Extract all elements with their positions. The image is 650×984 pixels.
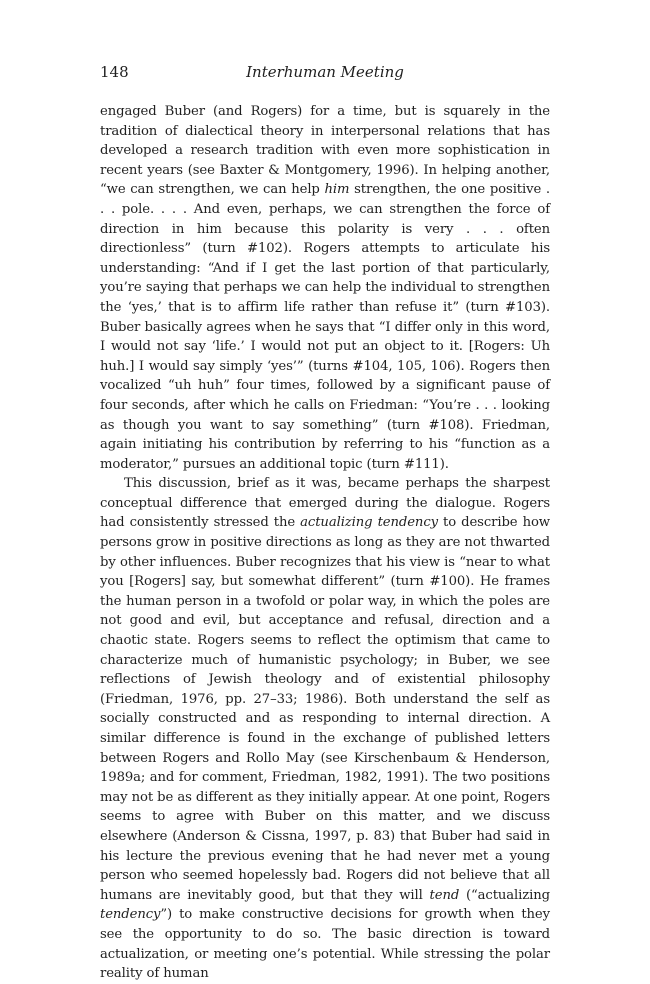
text-run: to describe how persons grow in positive directions as long as they are not thwarted by other influences. Buber recognizes that his view is “near to what you [Rogers] say, but somewhat different” (turn #100). He frames the human person in a twofold or polar way, in which the poles are not good and evil, but acceptance and refusal, direction and a chaotic state. Rogers seems to reflect the optimism that came to characterize much of humanistic psychology; in Buber, we see reflections of Jewish theology and of existential philosophy (Friedman, 1976, pp. 27–33; 1986). Both understand the self as socially constructed and as responding to internal direction. A similar difference is found in the exchange of published letters between Rogers and Rollo May (see Kirschenbaum & Henderson, 1989a; and for comment, Friedman, 1982, 1991). The two positions may not be as different as they initially appear. At one point, Rogers seems to agree with Buber on this matter, and we discuss elsewhere (Anderson & Cissna, 1997, p. 83) that Buber had said in his lecture the previous evening that he had never met a young person who seemed hopelessly bad. Rogers did not believe that all humans are inevitably good, but that they will	[100, 515, 550, 903]
running-head	[100, 62, 550, 82]
emphasis-tendency: tendency	[100, 907, 161, 923]
paragraph-discussion	[100, 474, 550, 983]
text-run: strengthen, the one positive . . . pole. . . . And even, perhaps, we can strengthen the force of direction in him because this polarity is very . . . often directionless” (turn #102). Rogers attempts to articulate his understanding: “And if I get the last portion of that particularly, you’re saying that perhaps we can help the individual to strengthen the ‘yes,’ that is to affirm life rather than refuse it” (turn #103). Buber basically agrees when he says that “I differ only in this word, I would not say ‘life.’ I would not put an object to it. [Rogers: Uh huh.] I would say simply ‘yes’” (turns #104, 105, 106). Rogers then vocalized “uh huh” four times, followed by a significant pause of four seconds, after which he calls on Friedman: “You’re . . . looking as though you want to say something” (turn #108). Friedman, again initiating his contribution by referring to his “function as a moderator,” pursues an additional topic (turn #111).	[100, 182, 550, 472]
emphasis-tend: tend	[429, 887, 460, 903]
running-title: Interhuman Meeting	[246, 63, 404, 81]
text-run: This discussion, brief as it was, became perhaps the sharpest conceptual difference that emerged during the dialogue. Rogers had consistently stressed the	[100, 476, 550, 531]
emphasis-him: him	[324, 182, 350, 198]
body-text	[100, 102, 550, 984]
page-number: 148	[100, 63, 129, 81]
paragraph-continuation	[100, 102, 550, 474]
emphasis-actualizing-tendency: actualizing tendency	[300, 515, 438, 531]
text-run: (“actualizing	[459, 887, 550, 903]
text-run: engaged Buber (and Rogers) for a time, but is squarely in the tradition of dialectical theory in interpersonal relations that has developed a research tradition with even more sophistication in recent years (see Baxter & Montgomery, 1996). In helping another, “we can strengthen, we can help	[100, 104, 550, 198]
text-run: ”) to make constructive decisions for growth when they see the opportunity to do so. The basic direction is toward actualization, or meeting one’s potential. While stressing the polar reality of human	[100, 907, 550, 982]
